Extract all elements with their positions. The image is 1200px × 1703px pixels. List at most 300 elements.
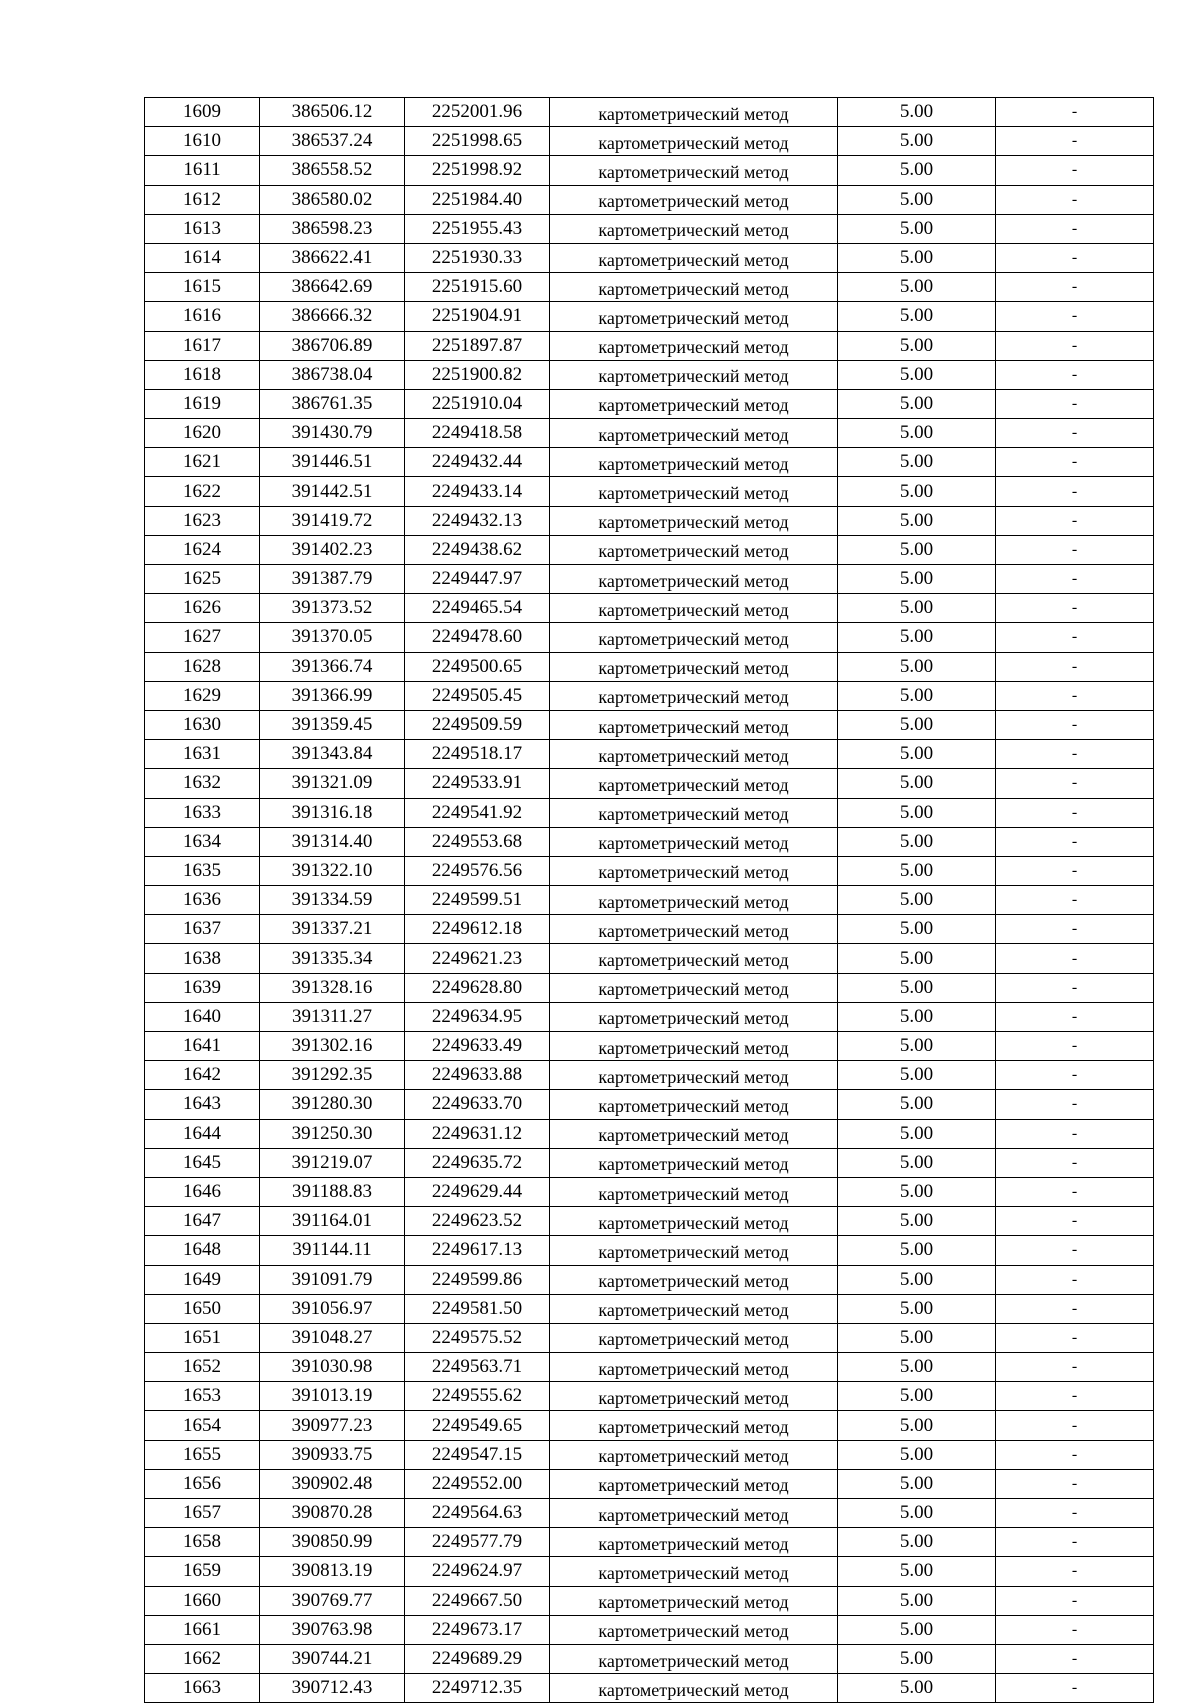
method-cell: картометрический метод bbox=[550, 302, 838, 331]
method-cell: картометрический метод bbox=[550, 273, 838, 302]
y-coordinate-cell: 2249612.18 bbox=[405, 915, 550, 944]
method-cell: картометрический метод bbox=[550, 798, 838, 827]
point-number-cell: 1621 bbox=[145, 448, 260, 477]
y-coordinate-cell: 2249447.97 bbox=[405, 565, 550, 594]
y-coordinate-cell: 2249563.71 bbox=[405, 1353, 550, 1382]
table-row bbox=[145, 1323, 1154, 1352]
x-coordinate-cell: 391311.27 bbox=[260, 1002, 405, 1031]
description-cell: - bbox=[996, 681, 1154, 710]
accuracy-cell: 5.00 bbox=[838, 1061, 996, 1090]
point-number-cell: 1632 bbox=[145, 769, 260, 798]
table-row bbox=[145, 360, 1154, 389]
table-row bbox=[145, 1236, 1154, 1265]
method-cell: картометрический метод bbox=[550, 1265, 838, 1294]
x-coordinate-cell: 391370.05 bbox=[260, 623, 405, 652]
method-cell: картометрический метод bbox=[550, 769, 838, 798]
description-cell: - bbox=[996, 1674, 1154, 1703]
table-row bbox=[145, 740, 1154, 769]
y-coordinate-cell: 2249518.17 bbox=[405, 740, 550, 769]
x-coordinate-cell: 386598.23 bbox=[260, 214, 405, 243]
table-row bbox=[145, 302, 1154, 331]
accuracy-cell: 5.00 bbox=[838, 1557, 996, 1586]
accuracy-cell: 5.00 bbox=[838, 1236, 996, 1265]
method-cell: картометрический метод bbox=[550, 1469, 838, 1498]
x-coordinate-cell: 386642.69 bbox=[260, 273, 405, 302]
description-cell: - bbox=[996, 156, 1154, 185]
description-cell: - bbox=[996, 1499, 1154, 1528]
x-coordinate-cell: 391366.99 bbox=[260, 681, 405, 710]
table-row bbox=[145, 1499, 1154, 1528]
method-cell: картометрический метод bbox=[550, 360, 838, 389]
description-cell: - bbox=[996, 214, 1154, 243]
method-cell: картометрический метод bbox=[550, 1644, 838, 1673]
accuracy-cell: 5.00 bbox=[838, 243, 996, 272]
y-coordinate-cell: 2251984.40 bbox=[405, 185, 550, 214]
method-cell: картометрический метод bbox=[550, 1294, 838, 1323]
description-cell: - bbox=[996, 915, 1154, 944]
description-cell: - bbox=[996, 243, 1154, 272]
point-number-cell: 1641 bbox=[145, 1032, 260, 1061]
table-row bbox=[145, 944, 1154, 973]
accuracy-cell: 5.00 bbox=[838, 798, 996, 827]
y-coordinate-cell: 2249633.88 bbox=[405, 1061, 550, 1090]
description-cell: - bbox=[996, 740, 1154, 769]
y-coordinate-cell: 2249549.65 bbox=[405, 1411, 550, 1440]
description-cell: - bbox=[996, 360, 1154, 389]
y-coordinate-cell: 2251904.91 bbox=[405, 302, 550, 331]
accuracy-cell: 5.00 bbox=[838, 915, 996, 944]
y-coordinate-cell: 2249432.13 bbox=[405, 506, 550, 535]
y-coordinate-cell: 2249576.56 bbox=[405, 856, 550, 885]
table-row bbox=[145, 1207, 1154, 1236]
table-row bbox=[145, 1148, 1154, 1177]
x-coordinate-cell: 391292.35 bbox=[260, 1061, 405, 1090]
accuracy-cell: 5.00 bbox=[838, 1148, 996, 1177]
point-number-cell: 1653 bbox=[145, 1382, 260, 1411]
point-number-cell: 1617 bbox=[145, 331, 260, 360]
accuracy-cell: 5.00 bbox=[838, 944, 996, 973]
table-row bbox=[145, 1177, 1154, 1206]
table-row bbox=[145, 769, 1154, 798]
table-row bbox=[145, 535, 1154, 564]
description-cell: - bbox=[996, 127, 1154, 156]
description-cell: - bbox=[996, 886, 1154, 915]
accuracy-cell: 5.00 bbox=[838, 623, 996, 652]
description-cell: - bbox=[996, 331, 1154, 360]
x-coordinate-cell: 386580.02 bbox=[260, 185, 405, 214]
x-coordinate-cell: 391188.83 bbox=[260, 1177, 405, 1206]
method-cell: картометрический метод bbox=[550, 1586, 838, 1615]
point-number-cell: 1615 bbox=[145, 273, 260, 302]
description-cell: - bbox=[996, 652, 1154, 681]
accuracy-cell: 5.00 bbox=[838, 1469, 996, 1498]
point-number-cell: 1661 bbox=[145, 1615, 260, 1644]
description-cell: - bbox=[996, 1440, 1154, 1469]
point-number-cell: 1655 bbox=[145, 1440, 260, 1469]
point-number-cell: 1614 bbox=[145, 243, 260, 272]
table-row bbox=[145, 915, 1154, 944]
description-cell: - bbox=[996, 1323, 1154, 1352]
accuracy-cell: 5.00 bbox=[838, 740, 996, 769]
method-cell: картометрический метод bbox=[550, 331, 838, 360]
description-cell: - bbox=[996, 1586, 1154, 1615]
y-coordinate-cell: 2249438.62 bbox=[405, 535, 550, 564]
method-cell: картометрический метод bbox=[550, 681, 838, 710]
method-cell: картометрический метод bbox=[550, 243, 838, 272]
table-row bbox=[145, 856, 1154, 885]
method-cell: картометрический метод bbox=[550, 477, 838, 506]
x-coordinate-cell: 386622.41 bbox=[260, 243, 405, 272]
x-coordinate-cell: 390977.23 bbox=[260, 1411, 405, 1440]
table-row bbox=[145, 1061, 1154, 1090]
method-cell: картометрический метод bbox=[550, 594, 838, 623]
method-cell: картометрический метод bbox=[550, 1032, 838, 1061]
description-cell: - bbox=[996, 448, 1154, 477]
table-row bbox=[145, 127, 1154, 156]
y-coordinate-cell: 2249621.23 bbox=[405, 944, 550, 973]
method-cell: картометрический метод bbox=[550, 915, 838, 944]
description-cell: - bbox=[996, 1032, 1154, 1061]
point-number-cell: 1654 bbox=[145, 1411, 260, 1440]
method-cell: картометрический метод bbox=[550, 710, 838, 739]
table-row bbox=[145, 827, 1154, 856]
method-cell: картометрический метод bbox=[550, 944, 838, 973]
table-row bbox=[145, 1090, 1154, 1119]
point-number-cell: 1636 bbox=[145, 886, 260, 915]
method-cell: картометрический метод bbox=[550, 1061, 838, 1090]
description-cell: - bbox=[996, 594, 1154, 623]
accuracy-cell: 5.00 bbox=[838, 185, 996, 214]
table-row bbox=[145, 798, 1154, 827]
table-row bbox=[145, 273, 1154, 302]
accuracy-cell: 5.00 bbox=[838, 1353, 996, 1382]
accuracy-cell: 5.00 bbox=[838, 1177, 996, 1206]
description-cell: - bbox=[996, 623, 1154, 652]
x-coordinate-cell: 391442.51 bbox=[260, 477, 405, 506]
method-cell: картометрический метод bbox=[550, 535, 838, 564]
point-number-cell: 1609 bbox=[145, 98, 260, 127]
description-cell: - bbox=[996, 1411, 1154, 1440]
method-cell: картометрический метод bbox=[550, 1148, 838, 1177]
accuracy-cell: 5.00 bbox=[838, 1586, 996, 1615]
description-cell: - bbox=[996, 389, 1154, 418]
description-cell: - bbox=[996, 1469, 1154, 1498]
y-coordinate-cell: 2249633.70 bbox=[405, 1090, 550, 1119]
table-row bbox=[145, 1002, 1154, 1031]
x-coordinate-cell: 391366.74 bbox=[260, 652, 405, 681]
point-number-cell: 1650 bbox=[145, 1294, 260, 1323]
y-coordinate-cell: 2249689.29 bbox=[405, 1644, 550, 1673]
point-number-cell: 1612 bbox=[145, 185, 260, 214]
table-row bbox=[145, 1615, 1154, 1644]
y-coordinate-cell: 2251955.43 bbox=[405, 214, 550, 243]
x-coordinate-cell: 391337.21 bbox=[260, 915, 405, 944]
accuracy-cell: 5.00 bbox=[838, 302, 996, 331]
description-cell: - bbox=[996, 419, 1154, 448]
y-coordinate-cell: 2249547.15 bbox=[405, 1440, 550, 1469]
description-cell: - bbox=[996, 565, 1154, 594]
table-row bbox=[145, 1528, 1154, 1557]
x-coordinate-cell: 391373.52 bbox=[260, 594, 405, 623]
accuracy-cell: 5.00 bbox=[838, 973, 996, 1002]
method-cell: картометрический метод bbox=[550, 652, 838, 681]
point-number-cell: 1646 bbox=[145, 1177, 260, 1206]
x-coordinate-cell: 391164.01 bbox=[260, 1207, 405, 1236]
x-coordinate-cell: 390813.19 bbox=[260, 1557, 405, 1586]
x-coordinate-cell: 390870.28 bbox=[260, 1499, 405, 1528]
y-coordinate-cell: 2249465.54 bbox=[405, 594, 550, 623]
method-cell: картометрический метод bbox=[550, 740, 838, 769]
x-coordinate-cell: 391321.09 bbox=[260, 769, 405, 798]
table-row bbox=[145, 565, 1154, 594]
description-cell: - bbox=[996, 1090, 1154, 1119]
point-number-cell: 1619 bbox=[145, 389, 260, 418]
y-coordinate-cell: 2249505.45 bbox=[405, 681, 550, 710]
accuracy-cell: 5.00 bbox=[838, 360, 996, 389]
method-cell: картометрический метод bbox=[550, 886, 838, 915]
method-cell: картометрический метод bbox=[550, 389, 838, 418]
method-cell: картометрический метод bbox=[550, 1615, 838, 1644]
x-coordinate-cell: 390933.75 bbox=[260, 1440, 405, 1469]
table-row bbox=[145, 1353, 1154, 1382]
accuracy-cell: 5.00 bbox=[838, 886, 996, 915]
point-number-cell: 1624 bbox=[145, 535, 260, 564]
table-row bbox=[145, 1382, 1154, 1411]
point-number-cell: 1647 bbox=[145, 1207, 260, 1236]
accuracy-cell: 5.00 bbox=[838, 1440, 996, 1469]
table-row bbox=[145, 1265, 1154, 1294]
accuracy-cell: 5.00 bbox=[838, 856, 996, 885]
y-coordinate-cell: 2249633.49 bbox=[405, 1032, 550, 1061]
accuracy-cell: 5.00 bbox=[838, 710, 996, 739]
table-row bbox=[145, 1674, 1154, 1703]
method-cell: картометрический метод bbox=[550, 973, 838, 1002]
table-row bbox=[145, 214, 1154, 243]
table-row bbox=[145, 98, 1154, 127]
description-cell: - bbox=[996, 710, 1154, 739]
x-coordinate-cell: 391322.10 bbox=[260, 856, 405, 885]
x-coordinate-cell: 386706.89 bbox=[260, 331, 405, 360]
point-number-cell: 1623 bbox=[145, 506, 260, 535]
y-coordinate-cell: 2249673.17 bbox=[405, 1615, 550, 1644]
accuracy-cell: 5.00 bbox=[838, 652, 996, 681]
y-coordinate-cell: 2251930.33 bbox=[405, 243, 550, 272]
x-coordinate-cell: 391343.84 bbox=[260, 740, 405, 769]
y-coordinate-cell: 2251897.87 bbox=[405, 331, 550, 360]
accuracy-cell: 5.00 bbox=[838, 1644, 996, 1673]
table-row bbox=[145, 1294, 1154, 1323]
description-cell: - bbox=[996, 1207, 1154, 1236]
accuracy-cell: 5.00 bbox=[838, 681, 996, 710]
table-row bbox=[145, 477, 1154, 506]
table-row bbox=[145, 1586, 1154, 1615]
point-number-cell: 1610 bbox=[145, 127, 260, 156]
x-coordinate-cell: 391280.30 bbox=[260, 1090, 405, 1119]
method-cell: картометрический метод bbox=[550, 1528, 838, 1557]
point-number-cell: 1628 bbox=[145, 652, 260, 681]
y-coordinate-cell: 2249599.51 bbox=[405, 886, 550, 915]
y-coordinate-cell: 2251915.60 bbox=[405, 273, 550, 302]
x-coordinate-cell: 390744.21 bbox=[260, 1644, 405, 1673]
table-row bbox=[145, 681, 1154, 710]
method-cell: картометрический метод bbox=[550, 1440, 838, 1469]
y-coordinate-cell: 2249599.86 bbox=[405, 1265, 550, 1294]
method-cell: картометрический метод bbox=[550, 623, 838, 652]
description-cell: - bbox=[996, 944, 1154, 973]
y-coordinate-cell: 2249628.80 bbox=[405, 973, 550, 1002]
table-row bbox=[145, 594, 1154, 623]
y-coordinate-cell: 2249623.52 bbox=[405, 1207, 550, 1236]
method-cell: картометрический метод bbox=[550, 1207, 838, 1236]
description-cell: - bbox=[996, 1557, 1154, 1586]
method-cell: картометрический метод bbox=[550, 827, 838, 856]
table-row bbox=[145, 1411, 1154, 1440]
description-cell: - bbox=[996, 302, 1154, 331]
x-coordinate-cell: 391056.97 bbox=[260, 1294, 405, 1323]
accuracy-cell: 5.00 bbox=[838, 1032, 996, 1061]
x-coordinate-cell: 391314.40 bbox=[260, 827, 405, 856]
y-coordinate-cell: 2249575.52 bbox=[405, 1323, 550, 1352]
y-coordinate-cell: 2249577.79 bbox=[405, 1528, 550, 1557]
x-coordinate-cell: 391144.11 bbox=[260, 1236, 405, 1265]
description-cell: - bbox=[996, 1528, 1154, 1557]
y-coordinate-cell: 2249509.59 bbox=[405, 710, 550, 739]
y-coordinate-cell: 2249634.95 bbox=[405, 1002, 550, 1031]
point-number-cell: 1657 bbox=[145, 1499, 260, 1528]
accuracy-cell: 5.00 bbox=[838, 506, 996, 535]
accuracy-cell: 5.00 bbox=[838, 331, 996, 360]
accuracy-cell: 5.00 bbox=[838, 1528, 996, 1557]
description-cell: - bbox=[996, 1148, 1154, 1177]
y-coordinate-cell: 2249564.63 bbox=[405, 1499, 550, 1528]
accuracy-cell: 5.00 bbox=[838, 1002, 996, 1031]
x-coordinate-cell: 386738.04 bbox=[260, 360, 405, 389]
point-number-cell: 1648 bbox=[145, 1236, 260, 1265]
point-number-cell: 1644 bbox=[145, 1119, 260, 1148]
point-number-cell: 1662 bbox=[145, 1644, 260, 1673]
y-coordinate-cell: 2249432.44 bbox=[405, 448, 550, 477]
accuracy-cell: 5.00 bbox=[838, 419, 996, 448]
method-cell: картометрический метод bbox=[550, 856, 838, 885]
accuracy-cell: 5.00 bbox=[838, 156, 996, 185]
description-cell: - bbox=[996, 1236, 1154, 1265]
method-cell: картометрический метод bbox=[550, 1090, 838, 1119]
accuracy-cell: 5.00 bbox=[838, 769, 996, 798]
method-cell: картометрический метод bbox=[550, 419, 838, 448]
accuracy-cell: 5.00 bbox=[838, 1674, 996, 1703]
description-cell: - bbox=[996, 1002, 1154, 1031]
table-row bbox=[145, 1440, 1154, 1469]
table-row bbox=[145, 185, 1154, 214]
description-cell: - bbox=[996, 1119, 1154, 1148]
point-number-cell: 1651 bbox=[145, 1323, 260, 1352]
x-coordinate-cell: 391091.79 bbox=[260, 1265, 405, 1294]
method-cell: картометрический метод bbox=[550, 565, 838, 594]
table-row bbox=[145, 389, 1154, 418]
table-row bbox=[145, 448, 1154, 477]
accuracy-cell: 5.00 bbox=[838, 1499, 996, 1528]
description-cell: - bbox=[996, 1294, 1154, 1323]
x-coordinate-cell: 391359.45 bbox=[260, 710, 405, 739]
point-number-cell: 1630 bbox=[145, 710, 260, 739]
table-row bbox=[145, 1469, 1154, 1498]
description-cell: - bbox=[996, 769, 1154, 798]
method-cell: картометрический метод bbox=[550, 185, 838, 214]
point-number-cell: 1652 bbox=[145, 1353, 260, 1382]
table-row bbox=[145, 652, 1154, 681]
point-number-cell: 1616 bbox=[145, 302, 260, 331]
point-number-cell: 1639 bbox=[145, 973, 260, 1002]
description-cell: - bbox=[996, 477, 1154, 506]
point-number-cell: 1637 bbox=[145, 915, 260, 944]
description-cell: - bbox=[996, 1177, 1154, 1206]
description-cell: - bbox=[996, 827, 1154, 856]
description-cell: - bbox=[996, 856, 1154, 885]
method-cell: картометрический метод bbox=[550, 1674, 838, 1703]
point-number-cell: 1656 bbox=[145, 1469, 260, 1498]
table-row bbox=[145, 623, 1154, 652]
method-cell: картометрический метод bbox=[550, 156, 838, 185]
point-number-cell: 1613 bbox=[145, 214, 260, 243]
x-coordinate-cell: 391048.27 bbox=[260, 1323, 405, 1352]
table-row bbox=[145, 506, 1154, 535]
accuracy-cell: 5.00 bbox=[838, 1411, 996, 1440]
table-row bbox=[145, 156, 1154, 185]
accuracy-cell: 5.00 bbox=[838, 1119, 996, 1148]
y-coordinate-cell: 2249629.44 bbox=[405, 1177, 550, 1206]
method-cell: картометрический метод bbox=[550, 1499, 838, 1528]
method-cell: картометрический метод bbox=[550, 1557, 838, 1586]
y-coordinate-cell: 2249635.72 bbox=[405, 1148, 550, 1177]
accuracy-cell: 5.00 bbox=[838, 448, 996, 477]
y-coordinate-cell: 2249478.60 bbox=[405, 623, 550, 652]
accuracy-cell: 5.00 bbox=[838, 1090, 996, 1119]
description-cell: - bbox=[996, 1615, 1154, 1644]
table-row bbox=[145, 886, 1154, 915]
point-number-cell: 1640 bbox=[145, 1002, 260, 1031]
table-row bbox=[145, 243, 1154, 272]
y-coordinate-cell: 2249553.68 bbox=[405, 827, 550, 856]
method-cell: картометрический метод bbox=[550, 214, 838, 243]
accuracy-cell: 5.00 bbox=[838, 1382, 996, 1411]
point-number-cell: 1611 bbox=[145, 156, 260, 185]
x-coordinate-cell: 390850.99 bbox=[260, 1528, 405, 1557]
y-coordinate-cell: 2249581.50 bbox=[405, 1294, 550, 1323]
x-coordinate-cell: 390902.48 bbox=[260, 1469, 405, 1498]
x-coordinate-cell: 391328.16 bbox=[260, 973, 405, 1002]
y-coordinate-cell: 2249433.14 bbox=[405, 477, 550, 506]
table-row bbox=[145, 710, 1154, 739]
x-coordinate-cell: 391030.98 bbox=[260, 1353, 405, 1382]
x-coordinate-cell: 391250.30 bbox=[260, 1119, 405, 1148]
point-number-cell: 1643 bbox=[145, 1090, 260, 1119]
point-number-cell: 1631 bbox=[145, 740, 260, 769]
y-coordinate-cell: 2249418.58 bbox=[405, 419, 550, 448]
method-cell: картометрический метод bbox=[550, 1119, 838, 1148]
point-number-cell: 1658 bbox=[145, 1528, 260, 1557]
x-coordinate-cell: 391302.16 bbox=[260, 1032, 405, 1061]
description-cell: - bbox=[996, 535, 1154, 564]
accuracy-cell: 5.00 bbox=[838, 1294, 996, 1323]
description-cell: - bbox=[996, 273, 1154, 302]
point-number-cell: 1629 bbox=[145, 681, 260, 710]
method-cell: картометрический метод bbox=[550, 1323, 838, 1352]
method-cell: картометрический метод bbox=[550, 1382, 838, 1411]
table-row bbox=[145, 1119, 1154, 1148]
x-coordinate-cell: 391419.72 bbox=[260, 506, 405, 535]
y-coordinate-cell: 2251900.82 bbox=[405, 360, 550, 389]
point-number-cell: 1635 bbox=[145, 856, 260, 885]
